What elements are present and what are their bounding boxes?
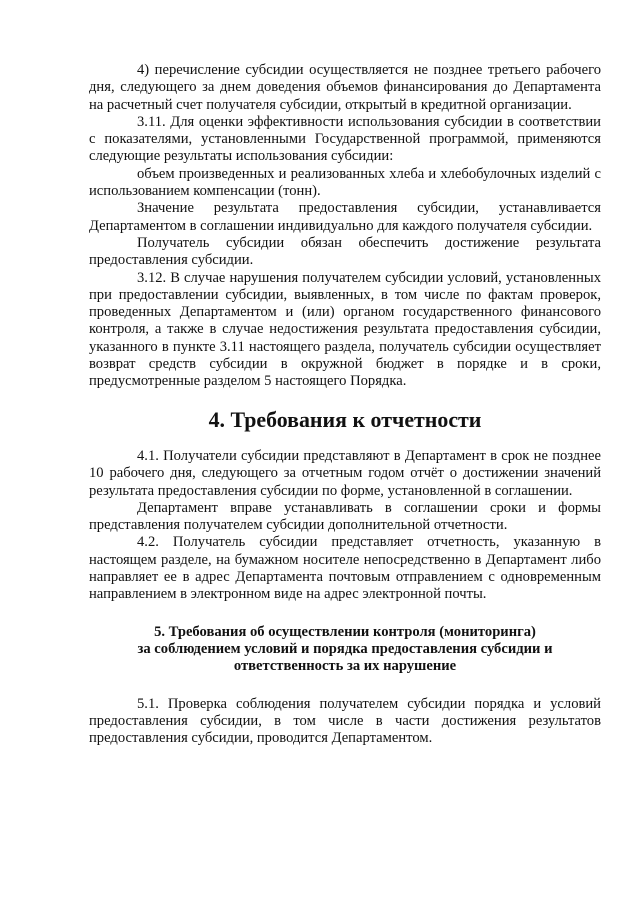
paragraph-additional-reporting: Департамент вправе устанавливать в соглашении сроки и формы представления получателем субсидии дополнительной отчетности. <box>89 499 601 534</box>
paragraph-item-4: 4) перечисление субсидии осуществляется не позднее третьего рабочего дня, следующего за днем доведения объемов финансирования до Департамента на расчетный счет получателя субсидии, открытый в кредитной организации. <box>89 62 601 113</box>
paragraph-3-12: 3.12. В случае нарушения получателем субсидии условий, установленных при предоставлении субсидии, выявленных, в том числе по фактам проверок, проведенных Департаментом и (или) органом государственного финансового контроля, а также в случае недостижения результата предоставления субсидии, указанного в пункте 3.11 настоящего раздела, получатель субсидии осуществляет возврат средств субсидии в окружной бюджет в порядке и в сроки, предусмотренные разделом 5 настоящего Порядка. <box>89 269 601 390</box>
section-5-heading <box>89 624 601 676</box>
paragraph-result-value: Значение результата предоставления субсидии, устанавливается Департаментом в соглашении индивидуально для каждого получателя субсидии. <box>89 200 601 234</box>
section-5-heading-line-2: за соблюдением условий и порядка предоставления субсидии и <box>137 640 553 657</box>
document-page <box>89 62 601 747</box>
paragraph-5-1: 5.1. Проверка соблюдения получателем субсидии порядка и условий предоставления субсидии, в том числе в части достижения результатов предоставления субсидии, проводится Департаментом. <box>89 695 601 747</box>
paragraph-3-11: 3.11. Для оценки эффективности использования субсидии в соответствии с показателями, установленными Государственной программой, применяются следующие результаты использования субсидии: <box>89 113 601 165</box>
section-5-heading-line-1: 5. Требования об осуществлении контроля (мониторинга) <box>154 623 536 640</box>
paragraph-result: объем произведенных и реализованных хлеба и хлебобулочных изделий с использованием компенсации (тонн). <box>89 165 601 200</box>
paragraph-4-1: 4.1. Получатели субсидии представляют в Департамент в срок не позднее 10 рабочего дня, следующего за отчетным годом отчёт о достижении значений результата предоставления субсидии по форме, установленной в соглашении. <box>89 447 601 499</box>
section-5-heading-line-3: ответственность за их нарушение <box>233 658 457 675</box>
paragraph-obligation: Получатель субсидии обязан обеспечить достижение результата предоставления субсидии. <box>89 234 601 269</box>
section-4-heading: 4. Требования к отчетности <box>208 406 482 432</box>
paragraph-4-2: 4.2. Получатель субсидии представляет отчетность, указанную в настоящем разделе, на бумажном носителе непосредственно в Департамент либо направляет ее в адрес Департамента почтовым отправлением с одновременным направлением в электронном виде на адрес электронной почты. <box>89 534 601 603</box>
